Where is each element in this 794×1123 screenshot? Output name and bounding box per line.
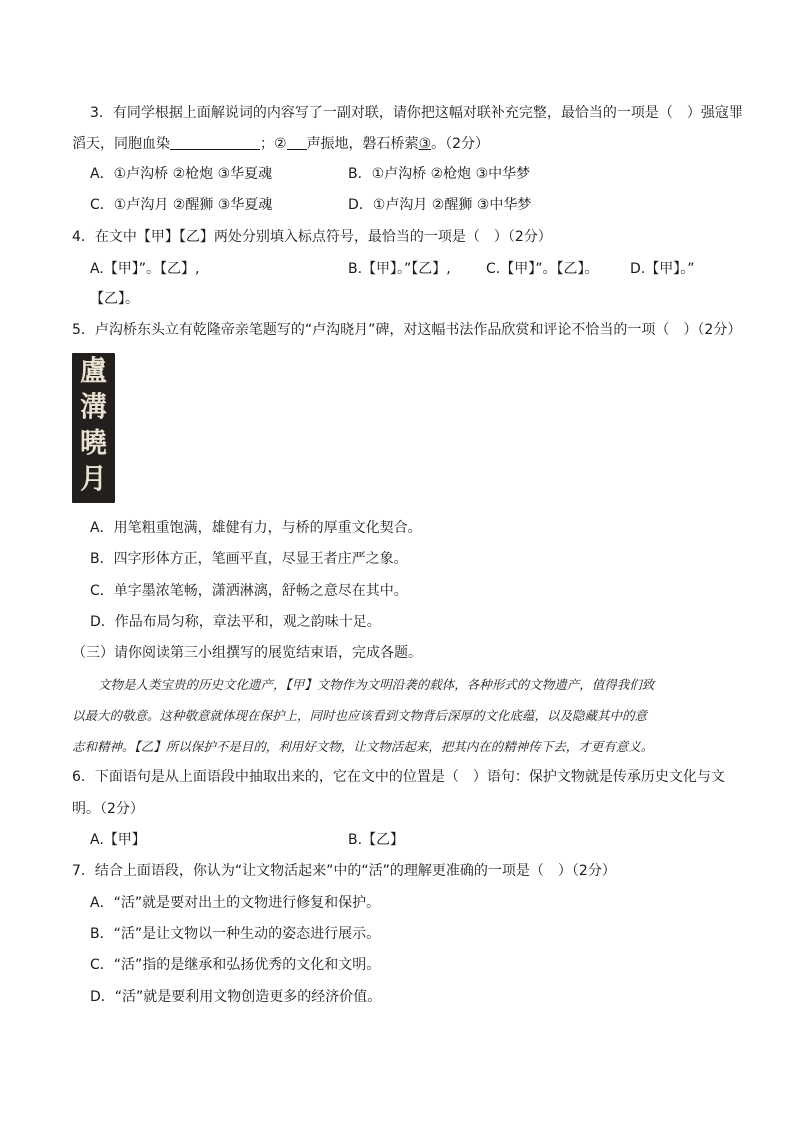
- q6-option-a[interactable]: A.【甲】: [90, 832, 146, 848]
- q4-option-b[interactable]: B.【甲】。”【乙】,: [348, 261, 451, 277]
- q3-blank-1[interactable]: [170, 135, 260, 150]
- q3-blank-2[interactable]: [287, 135, 307, 150]
- q4-option-c[interactable]: C.【甲】”。【乙】。: [486, 261, 599, 277]
- q7-option-b[interactable]: B．“活”是让文物以一种生动的姿态进行展示。: [90, 926, 381, 942]
- q6-stem-line1: 6．下面语句是从上面语段中抽取出来的，它在文中的位置是（ ）语句：保护文物就是传承历史文化与文: [72, 769, 725, 785]
- q5-option-d[interactable]: D．作品布局匀称，章法平和，观之韵味十足。: [90, 614, 381, 630]
- q3-stem-line1: 3．有同学根据上面解说词的内容写了一副对联，请你把这幅对联补充完整，最恰当的一项是（ ）强寇罪: [90, 105, 743, 121]
- passage-line-1: 文物是人类宝贵的历史文化遗产，【甲】文物作为文明沿袭的载体，各种形式的文物遗产，值得我们致: [98, 677, 655, 692]
- q3-text-a: 滔天，同胞血染: [72, 136, 170, 152]
- calligraphy-char: 盧: [80, 354, 107, 387]
- q3-blank-3[interactable]: ③: [418, 136, 432, 152]
- q4-option-d[interactable]: D.【甲】。”: [630, 261, 695, 277]
- q5-option-c[interactable]: C．单字墨浓笔畅，潇洒淋漓，舒畅之意尽在其中。: [90, 583, 408, 599]
- q3-option-a[interactable]: A．①卢沟桥 ②枪炮 ③华夏魂: [90, 166, 273, 182]
- passage-line-2: 以最大的敬意。这种敬意就体现在保护上，同时也应该看到文物背后深厚的文化底蕴，以及隐藏其中的意: [72, 708, 648, 723]
- q5-stem: 5．卢沟桥东头立有乾隆帝亲笔题写的“卢沟晓月”碑，对这幅书法作品欣赏和评论不恰当的一项（ ）（2分）: [72, 322, 742, 338]
- section-heading: （三）请你阅读第三小组撰写的展览结束语，完成各题。: [72, 645, 422, 661]
- q3-option-b[interactable]: B．①卢沟桥 ②枪炮 ③中华梦: [348, 166, 531, 182]
- calligraphy-char: 月: [80, 462, 107, 495]
- q4-stem: 4．在文中【甲】【乙】两处分别填入标点符号，最恰当的一项是（ ）（2分）: [72, 229, 552, 245]
- q7-stem: 7．结合上面语段，你认为“让文物活起来”中的“活”的理解更准确的一项是（ ）（2分）: [72, 863, 616, 879]
- q7-option-d[interactable]: D．“活”就是要利用文物创造更多的经济价值。: [90, 989, 382, 1005]
- calligraphy-char: 曉: [80, 426, 107, 459]
- q3-stem-line2: [72, 135, 489, 153]
- q7-option-c[interactable]: C．“活”指的是继承和弘扬优秀的文化和文明。: [90, 957, 381, 973]
- q7-option-a[interactable]: A．“活”就是要对出土的文物进行修复和保护。: [90, 895, 381, 911]
- q6-stem-line2: 明。（2分）: [72, 801, 144, 817]
- q3-option-d[interactable]: D．①卢沟月 ②醒狮 ③中华梦: [348, 197, 532, 213]
- q4-option-d-cont: 【乙】。: [90, 291, 139, 307]
- calligraphy-char: 溝: [80, 390, 107, 423]
- q6-option-b[interactable]: B.【乙】: [348, 832, 405, 848]
- q3-text-e: 。（2分）: [431, 136, 490, 152]
- q5-option-a[interactable]: A．用笔粗重饱满，雄健有力，与桥的厚重文化契合。: [90, 520, 422, 536]
- calligraphy-image: [72, 353, 115, 503]
- q3-text-c: 声振地，磐石桥萦: [306, 136, 419, 152]
- q5-option-b[interactable]: B．四字形体方正，笔画平直，尽显王者庄严之象。: [90, 551, 408, 567]
- q3-text-b: ；②: [260, 136, 287, 152]
- passage-line-3: 志和精神。【乙】所以保护不是目的，利用好文物，让文物活起来，把其内在的精神传下去，才更有意义。: [72, 739, 654, 754]
- q4-option-a[interactable]: A.【甲】”。【乙】,: [90, 261, 200, 277]
- q3-option-c[interactable]: C．①卢沟月 ②醒狮 ③华夏魂: [90, 197, 273, 213]
